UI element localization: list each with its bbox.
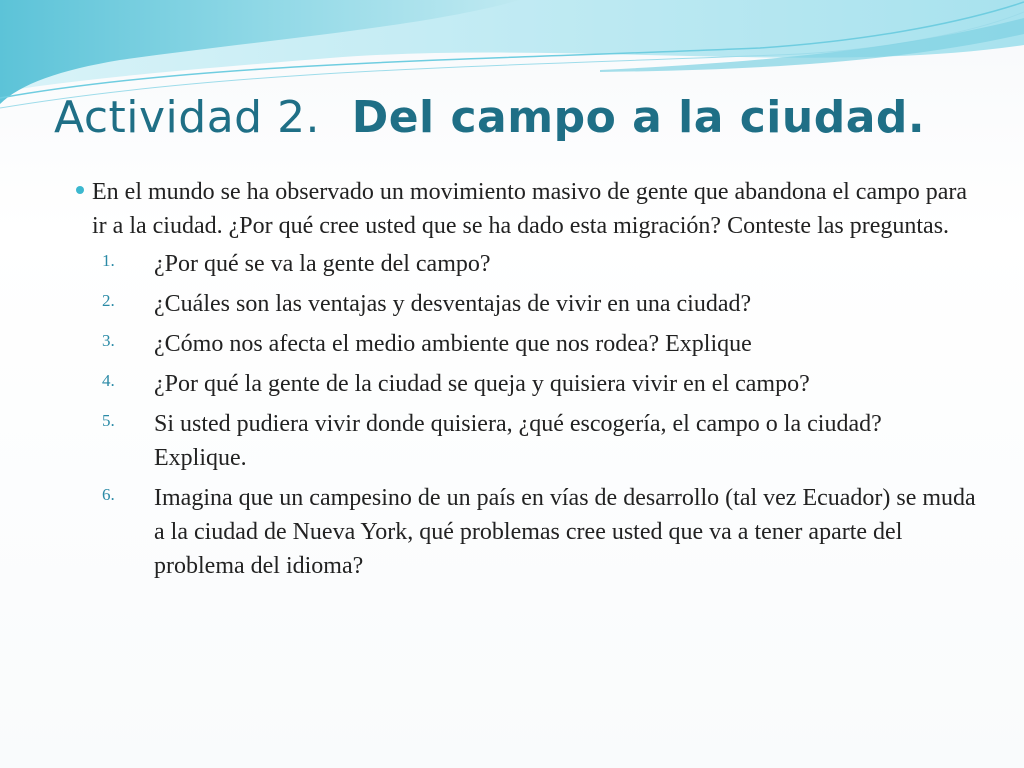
intro-bullet xyxy=(76,175,976,243)
question-text: Si usted pudiera vivir donde quisiera, ¿qué escogería, el campo o la ciudad? Explique. xyxy=(154,411,882,471)
question-item xyxy=(76,327,976,361)
question-item xyxy=(76,407,976,475)
question-item xyxy=(76,367,976,401)
question-number: 6. xyxy=(102,485,115,504)
question-text: ¿Por qué la gente de la ciudad se queja y quisiera vivir en el campo? xyxy=(154,371,810,397)
question-item xyxy=(76,287,976,321)
question-number: 1. xyxy=(102,251,115,270)
question-text: Imagina que un campesino de un país en vías de desarrollo (tal vez Ecuador) se muda a la ciudad de Nueva York, qué problemas cree usted que va a tener aparte del problema del idioma? xyxy=(154,485,976,579)
title-bold: Del campo a la ciudad. xyxy=(351,92,926,143)
question-number: 5. xyxy=(102,411,115,430)
question-item xyxy=(76,481,976,583)
question-number: 3. xyxy=(102,331,115,350)
intro-text: En el mundo se ha observado un movimiento masivo de gente que abandona el campo para ir a la ciudad. ¿Por qué cree usted que se ha dado esta migración? Conteste las preguntas. xyxy=(92,179,968,239)
question-number: 4. xyxy=(102,371,115,390)
question-text: ¿Cómo nos afecta el medio ambiente que nos rodea? Explique xyxy=(154,331,752,357)
question-item xyxy=(76,247,976,281)
title-plain: Actividad 2. xyxy=(54,92,321,143)
slide-title xyxy=(54,80,1004,156)
question-text: ¿Cuáles son las ventajas y desventajas de vivir en una ciudad? xyxy=(154,291,752,317)
bullet-icon xyxy=(76,186,84,194)
question-number: 2. xyxy=(102,291,115,310)
questions-list xyxy=(76,247,976,583)
question-text: ¿Por qué se va la gente del campo? xyxy=(154,251,491,277)
slide-content xyxy=(76,175,976,589)
